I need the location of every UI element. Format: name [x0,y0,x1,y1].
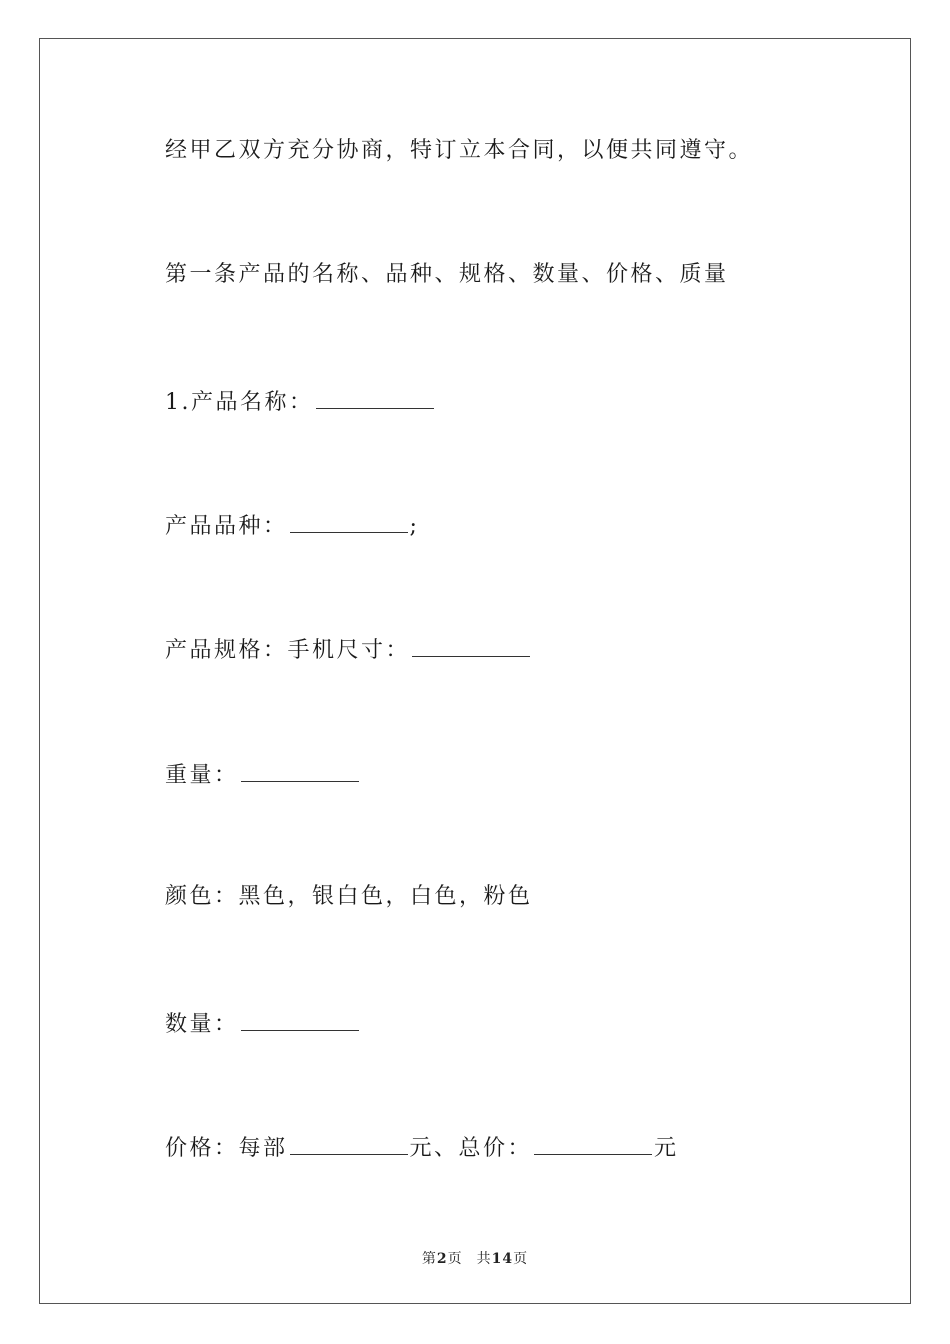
weight-blank [241,759,359,782]
weight-row [165,759,361,791]
price-unit-total-label: 元、总价： [409,1136,533,1161]
product-variety-label: 产品品种： [165,514,288,539]
quantity-blank [241,1008,359,1031]
unit-price-blank [290,1132,408,1155]
page-prefix: 第 [421,1251,437,1267]
product-name-label: 1.产品名称： [165,390,314,415]
page-footer [0,1248,950,1268]
quantity-row [165,1008,361,1040]
product-spec-blank [412,634,530,657]
price-unit: 元 [654,1136,679,1161]
product-variety-blank [290,510,408,533]
article-1-heading: 第一条产品的名称、品种、规格、数量、价格、质量 [165,262,729,287]
price-row [165,1132,679,1164]
weight-label: 重量： [165,763,239,788]
price-label: 价格：每部 [165,1136,288,1161]
product-spec-label: 产品规格：手机尺寸： [165,638,411,663]
page-suffix: 页 [447,1251,463,1267]
product-spec-row [165,634,532,666]
product-variety-suffix: ; [409,514,420,539]
product-variety-row [165,510,419,542]
total-price-blank [534,1132,652,1155]
product-name-row [165,386,436,418]
quantity-label: 数量： [165,1012,239,1037]
page-border [39,38,911,1304]
total-suffix: 页 [513,1251,529,1267]
total-prefix: 共 [476,1251,492,1267]
page-current: 2 [436,1251,448,1267]
page-total: 14 [491,1251,514,1267]
intro-paragraph: 经甲乙双方充分协商，特订立本合同，以便共同遵守。 [165,138,754,163]
color-row: 颜色：黑色，银白色，白色，粉色 [165,884,533,909]
product-name-blank [316,386,434,409]
